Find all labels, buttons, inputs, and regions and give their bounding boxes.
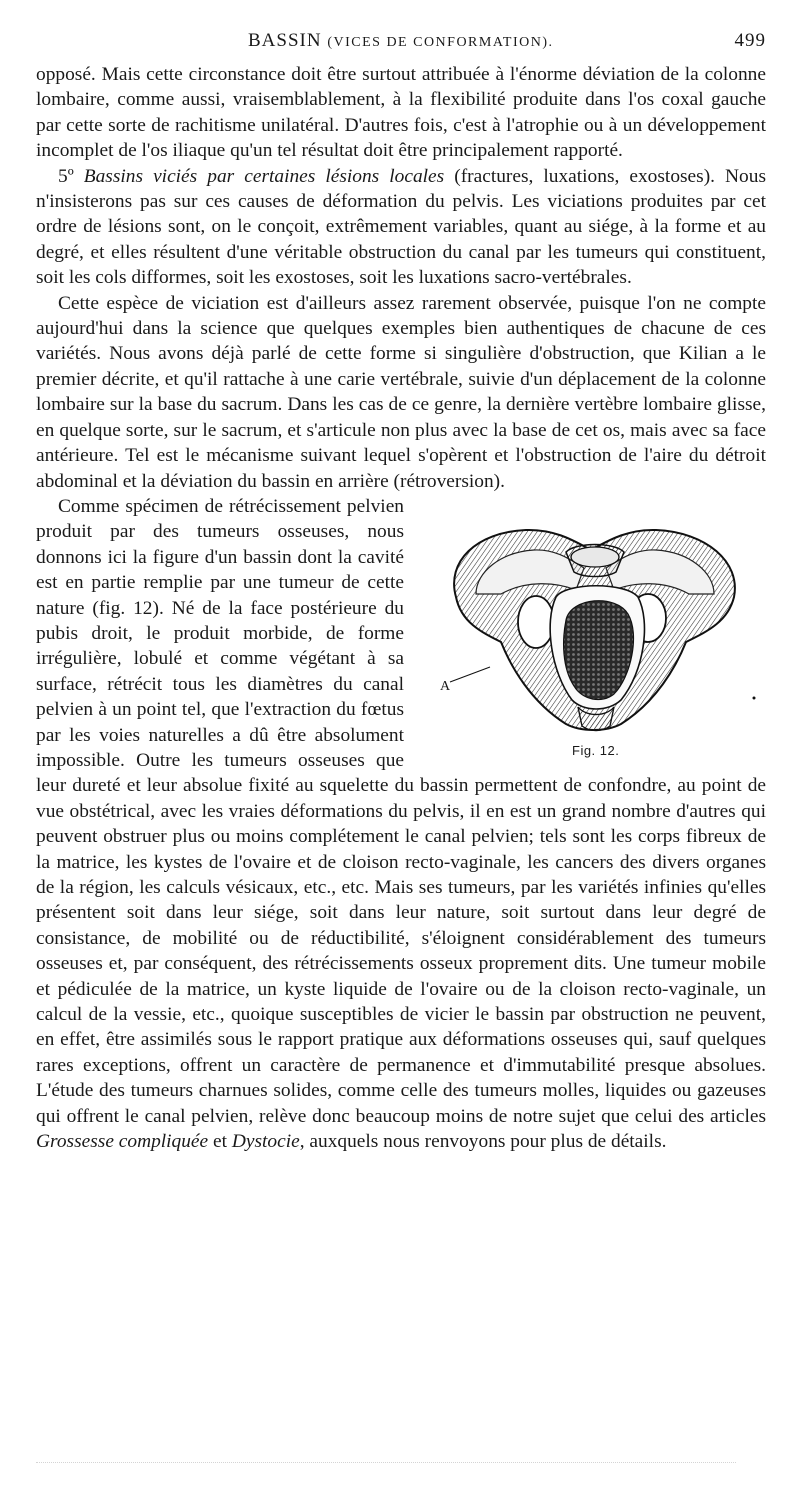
section-text: (fractures, luxations, exostoses). Nous n'insisterons pas sur ces causes de déformation du pelvis. Les viciations produites par cet ordre de lésions sont, on le conçoit, extrêmement variables, quant au siége, à la forme et au degré, et elles résultent d'une véritable obstruction du canal par les tumeurs qui constituent, soit les cols difformes, soit les exostoses, soit les luxations sacro-vertébrales. (36, 165, 766, 289)
article-ref-dystocie: Dystocie (231, 1131, 300, 1153)
tumor-text-end: , auxquels nous renvoyons pour plus de détails. (299, 1131, 667, 1153)
pelvis-illustration (416, 502, 766, 742)
running-title (248, 30, 554, 52)
print-bleed-line (36, 1462, 736, 1465)
page-body (36, 62, 766, 1154)
page-number: 499 (734, 30, 766, 51)
paragraph-kilian: Cette espèce de viciation est d'ailleurs assez rarement observée, puisque l'on ne compte aujourd'hui dans la science que quelques exemples bien authentiques de chacune de ces variétés. Nous avons déjà parlé de cette forme si singulière d'obstruction, que Kilian a le premier décrite, et qu'il rattache à une carie vertébrale, suivie d'un déplacement de la colonne lombaire sur la base du sacrum. Dans les cas de ce genre, la dernière vertèbre lombaire glisse, en quelque sorte, sur le sacrum, et s'articule non plus avec la base de cet os, mais avec sa face antérieure. Tel est le mécanisme suivant lequel s'opèrent et l'obstruction de l'aire du détroit abdominal et la déviation du bassin en arrière (rétroversion). (36, 292, 766, 492)
figure-label-a: A (440, 678, 451, 694)
figure-caption: Fig. 12. (572, 742, 620, 758)
tumor-text-mid: et (208, 1131, 232, 1153)
running-title-sub: (VICES DE CONFORMATION). (327, 35, 554, 50)
paragraph-section-5 (36, 164, 766, 291)
running-title-main: BASSIN (248, 30, 322, 51)
figure-pelvis (416, 502, 766, 760)
page-header (36, 30, 766, 58)
article-ref-grossesse: Grossesse compliquée (36, 1131, 209, 1153)
paragraph-continuation: opposé. Mais cette circonstance doit être surtout attribuée à l'énorme déviation de la colonne lombaire, comme aussi, vraisemblablement, à la flexibilité produite dans l'os coxal gauche par cette sorte de rachitisme unilatéral. D'autres fois, c'est à l'atrophie ou à un développement incomplet de l'os iliaque qu'un tel résultat doit être principalement rapporté. (36, 64, 766, 162)
section-title: Bassins viciés par certaines lésions locales (83, 165, 445, 187)
section-number: 5º (58, 165, 84, 187)
tumor-text: Comme spécimen de rétrécissement pelvien produit par des tumeurs osseuses, nous donnons ici la figure d'un bassin dont la cavité est en partie remplie par une tumeur de cette nature (fig. 12). Né de la face postérieure du pubis droit, le produit morbide, de forme irrégulière, lobulé et comme végétant à sa surface, rétrécit tous les diamètres du canal pelvien à un point tel, que l'extraction du fœtus par les voies naturelles a dû être absolument impossible. Outre les tumeurs osseuses que leur dureté et leur absolue fixité au squelette du bassin permettent de confondre, au point de vue obstétrical, avec les vraies déformations du pelvis, il en est un grand nombre d'autres qui peuvent obstruer plus ou moins complétement le canal pelvien; tels sont les corps fibreux de la matrice, les kystes de l'ovaire et de cloison recto-vaginale, les cancers des divers organes de la région, les calculs vésicaux, etc., etc. Mais ses tumeurs, par les variétés infinies qu'elles présentent soit dans leur siége, soit dans leur nature, soit surtout dans leur degré de consistance, de mobilité ou de réductibilité, s'éloignent considérablement des tumeurs osseuses et, par conséquent, des rétrécissements osseux proprement dits. Une tumeur mobile et pédiculée de la matrice, un kyste liquide de l'ovaire ou de la cloison recto-vaginale, un calcul de la vessie, etc., quoique susceptibles de vicier le bassin par obstruction ne peuvent, en effet, être assimilés sous le rapport pratique aux déformations osseuses qui, sauf quelques rares exceptions, offrent un caractère de permanence et d'immutabilité presque absolues. L'étude des tumeurs charnues solides, comme celle des tumeurs molles, liquides ou gazeuses qui offrent le canal pelvien, relève donc beaucoup moins de notre sujet que celui des articles (36, 495, 766, 1127)
